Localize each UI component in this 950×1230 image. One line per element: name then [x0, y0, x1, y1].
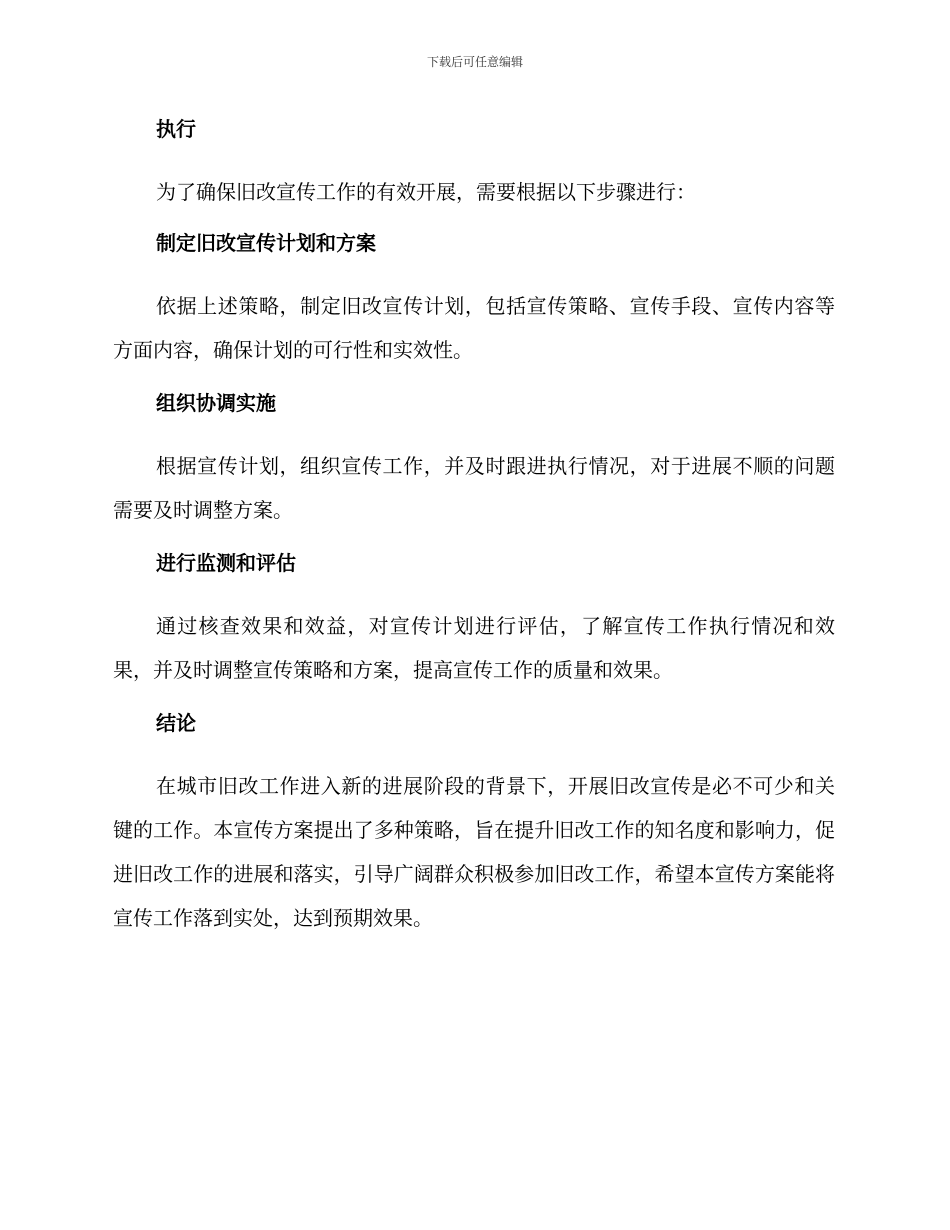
section-heading-monitoring: 进行监测和评估	[156, 551, 296, 575]
section-heading-conclusion: 结论	[156, 711, 196, 735]
section-paragraph-conclusion: 在城市旧改工作进入新的进展阶段的背景下，开展旧改宣传是必不可少和关键的工作。本宣传方案提出了多种策略，旨在提升旧改工作的知名度和影响力，促进旧改工作的进展和落实，引导广阔群众积极参加旧改工作，希望本宣传方案能将宣传工作落到实处，达到预期效果。	[113, 774, 835, 930]
section-paragraph-monitoring: 通过核查效果和效益，对宣传计划进行评估，了解宣传工作执行情况和效果，并及时调整宣传策略和方案，提高宣传工作的质量和效果。	[113, 614, 835, 682]
page-header-note: 下载后可任意编辑	[426, 55, 523, 69]
section-heading-coordination: 组织协调实施	[156, 391, 276, 415]
document-body	[113, 112, 835, 954]
section-heading-execution: 执行	[156, 117, 196, 141]
section-paragraph-coordination: 根据宣传计划，组织宣传工作，并及时跟进执行情况，对于进展不顺的问题需要及时调整方案。	[113, 454, 835, 522]
section-paragraph-plan: 依据上述策略，制定旧改宣传计划，包括宣传策略、宣传手段、宣传内容等方面内容，确保计划的可行性和实效性。	[113, 294, 835, 362]
section-heading-plan: 制定旧改宣传计划和方案	[156, 231, 376, 255]
section-paragraph-execution: 为了确保旧改宣传工作的有效开展，需要根据以下步骤进行：	[156, 180, 696, 204]
